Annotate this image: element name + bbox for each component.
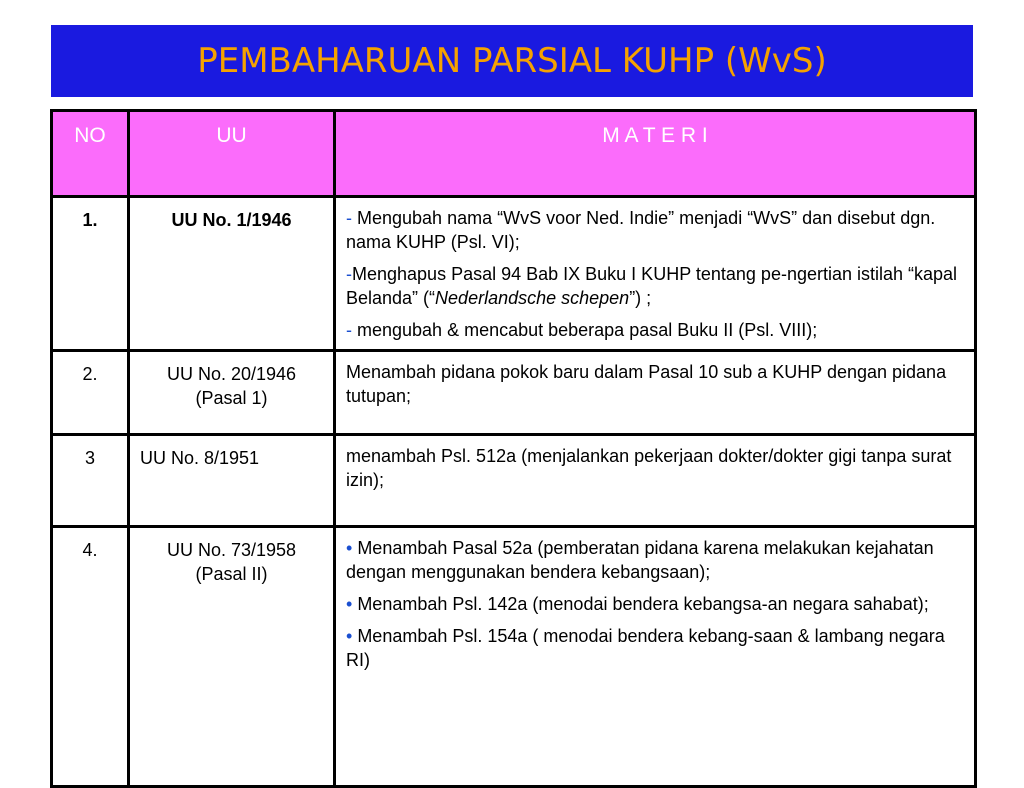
row-no: 3 bbox=[52, 435, 129, 527]
table-row bbox=[52, 197, 976, 351]
uu-line: UU No. 73/1958 bbox=[166, 540, 297, 560]
uu-line: (Pasal II) bbox=[195, 564, 268, 584]
header-uu: UU bbox=[129, 111, 335, 197]
row-no: 4. bbox=[52, 527, 129, 787]
row-no: 2. bbox=[52, 351, 129, 435]
row-materi bbox=[335, 527, 976, 787]
materi-text: Menghapus Pasal 94 Bab IX Buku I KUHP tentang pe-ngertian istilah “kapal Belanda” (“ bbox=[346, 264, 958, 308]
materi-item bbox=[346, 262, 964, 310]
row-materi: Menambah pidana pokok baru dalam Pasal 10 sub a KUHP dengan pidana tutupan; bbox=[335, 351, 976, 435]
table-row bbox=[52, 527, 976, 787]
materi-item bbox=[346, 624, 964, 672]
row-uu bbox=[129, 351, 335, 435]
row-materi bbox=[335, 197, 976, 351]
dash-marker: - bbox=[346, 208, 357, 228]
materi-text: Mengubah nama “WvS voor Ned. Indie” menjadi “WvS” dan disebut dgn. nama KUHP (Psl. VI); bbox=[346, 208, 936, 252]
materi-text: ”) ; bbox=[629, 288, 652, 308]
table-header-row bbox=[52, 111, 976, 197]
uu-line: (Pasal 1) bbox=[195, 388, 268, 408]
materi-text: Menambah Psl. 154a ( menodai bendera kebang-saan & lambang negara RI) bbox=[346, 626, 945, 670]
bullet-marker: • bbox=[346, 626, 358, 646]
materi-text: Menambah Pasal 52a (pemberatan pidana karena melakukan kejahatan dengan menggunakan bendera kebangsaan); bbox=[346, 538, 934, 582]
dash-marker: - bbox=[346, 264, 352, 284]
row-materi: menambah Psl. 512a (menjalankan pekerjaan dokter/dokter gigi tanpa surat izin); bbox=[335, 435, 976, 527]
bullet-marker: • bbox=[346, 594, 358, 614]
title-bar bbox=[51, 25, 973, 97]
materi-item bbox=[346, 536, 964, 584]
header-materi: M A T E R I bbox=[335, 111, 976, 197]
slide-title: PEMBAHARUAN PARSIAL KUHP (WvS) bbox=[197, 41, 827, 81]
materi-italic-text: Nederlandsche schepen bbox=[435, 288, 630, 308]
materi-text: mengubah & mencabut beberapa pasal Buku II (Psl. VIII); bbox=[357, 320, 818, 340]
materi-item bbox=[346, 318, 964, 342]
materi-item bbox=[346, 592, 964, 616]
uu-line: UU No. 20/1946 bbox=[166, 364, 297, 384]
amendment-table bbox=[50, 109, 977, 788]
header-no: NO bbox=[52, 111, 129, 197]
table-row bbox=[52, 351, 976, 435]
materi-item bbox=[346, 206, 964, 254]
row-uu bbox=[129, 527, 335, 787]
table-row bbox=[52, 435, 976, 527]
row-uu: UU No. 8/1951 bbox=[129, 435, 335, 527]
row-uu: UU No. 1/1946 bbox=[129, 197, 335, 351]
bullet-marker: • bbox=[346, 538, 358, 558]
materi-text: Menambah Psl. 142a (menodai bendera kebangsa-an negara sahabat); bbox=[357, 594, 929, 614]
row-no: 1. bbox=[52, 197, 129, 351]
dash-marker: - bbox=[346, 320, 357, 340]
